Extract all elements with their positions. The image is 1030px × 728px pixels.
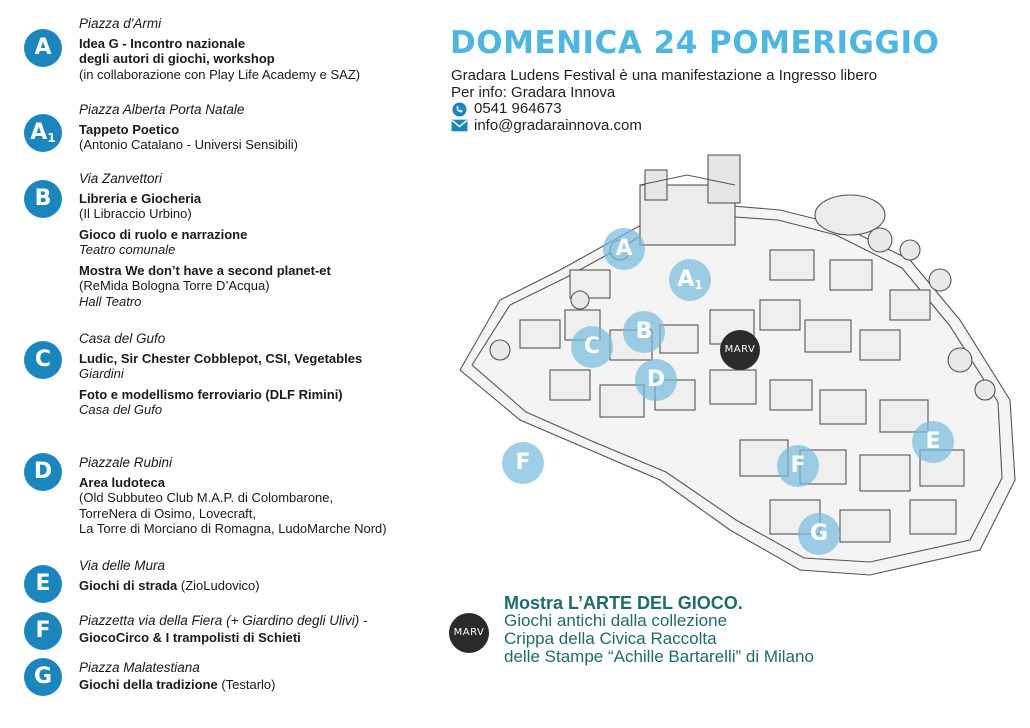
event-title: Ludic, Sir Chester Cobblepot, CSI, Vegetables <box>79 350 363 366</box>
marv-logo: MARV <box>720 330 760 370</box>
event-note: TorreNera di Osimo, Lovecraft, <box>79 505 257 521</box>
event-title: Mostra We don’t have a second planet-et <box>79 262 331 278</box>
event-note: (Antonio Catalano - Universi Sensibili) <box>79 137 298 152</box>
map-pin-c[interactable]: C <box>571 326 613 368</box>
castle-map <box>440 150 1030 590</box>
info-label: Per info: Gradara Innova <box>451 83 616 101</box>
location-b <box>79 171 439 309</box>
map-pin-a1[interactable]: $A_1$ <box>669 259 711 301</box>
badge-g: G <box>24 658 62 696</box>
headline: DOMENICA 24 POMERIGGIO <box>450 25 940 61</box>
exhibit-line: Crippa della Civica Raccolta <box>504 629 717 648</box>
event-title: Tappeto Poetico <box>79 121 180 137</box>
location-d <box>79 455 439 537</box>
map-pin-f[interactable]: F <box>777 445 819 487</box>
event-note: La Torre di Morciano di Romagna, LudoMarche Nord) <box>79 521 387 536</box>
map-pin-d[interactable]: D <box>635 359 677 401</box>
exhibit-title: Mostra L’ARTE DEL GIOCO. <box>504 593 743 613</box>
phone-icon <box>451 102 468 117</box>
badge-c: C <box>24 341 62 379</box>
email-row <box>451 118 877 135</box>
badge-b: B <box>24 180 62 218</box>
event-title: Area ludoteca <box>79 474 165 490</box>
event-title: Foto e modellismo ferroviario (DLF Rimini) <box>79 386 343 402</box>
place-name: Casa del Gufo <box>79 331 166 346</box>
phone-row <box>451 101 877 118</box>
event-title: Idea G - Incontro nazionale <box>79 35 246 51</box>
place-name: Piazza Alberta Porta Natale <box>79 102 245 117</box>
event-title: degli autori di giochi, workshop <box>79 51 275 66</box>
castle-illustration <box>440 150 1030 590</box>
badge-d: D <box>24 453 62 491</box>
location-g <box>79 660 439 692</box>
event-note: (Old Subbuteo Club M.A.P. di Colombarone, <box>79 490 334 505</box>
exhibit-info <box>504 594 814 666</box>
event-note: (Il Libraccio Urbino) <box>79 206 192 221</box>
phone-number[interactable]: 0541 964673 <box>474 100 562 117</box>
event-venue: Hall Teatro <box>79 293 142 309</box>
event-line <box>79 677 439 693</box>
map-pin-g[interactable]: G <box>798 513 840 555</box>
contact-info <box>451 68 877 134</box>
location-f <box>79 613 439 645</box>
exhibit-line: Giochi antichi dalla collezione <box>504 611 728 630</box>
event-title: GiocoCirco & I trampolisti di Schieti <box>79 629 301 645</box>
event-title: Libreria e Giocheria <box>79 190 202 206</box>
event-venue: Teatro comunale <box>79 242 176 257</box>
place-name: Via Zanvettori <box>79 171 163 186</box>
event-venue: Casa del Gufo <box>79 402 163 417</box>
event-title: Gioco di ruolo e narrazione <box>79 226 248 242</box>
badge-a1: $A_1$ <box>24 114 62 152</box>
map-pin-a[interactable]: A <box>603 228 645 270</box>
event-title: Giochi di strada <box>79 577 178 593</box>
event-note: (ReMida Bologna Torre D’Acqua) <box>79 278 270 293</box>
marv-exhibit-logo: MARV <box>449 613 489 653</box>
location-a1 <box>79 102 439 153</box>
badge-a: A <box>24 29 62 67</box>
event-note: (in collaborazione con Play Life Academy e SAZ) <box>79 66 361 82</box>
location-e <box>79 558 439 593</box>
map-pin-f-garden[interactable]: F <box>502 442 544 484</box>
event-note: (Testarlo) <box>217 676 276 692</box>
exhibit-line: delle Stampe “Achille Bartarelli” di Milano <box>504 647 814 666</box>
place-name: Piazza Malatestiana <box>79 660 200 675</box>
place-name: Piazzale Rubini <box>79 455 173 470</box>
festival-statement: Gradara Ludens Festival è una manifestazione a Ingresso libero <box>451 67 878 84</box>
badge-f: F <box>24 612 62 650</box>
badge-e: E <box>24 565 62 603</box>
event-title: Giochi della tradizione <box>79 676 218 692</box>
place-name: Piazza d'Armi <box>79 16 162 31</box>
location-c <box>79 331 439 418</box>
map-pin-e[interactable]: E <box>912 421 954 463</box>
event-note: (ZioLudovico) <box>177 577 260 593</box>
event-line <box>79 578 439 594</box>
map-pin-b[interactable]: B <box>623 311 665 353</box>
email-address[interactable]: info@gradarainnova.com <box>474 116 642 134</box>
envelope-icon <box>451 118 468 133</box>
event-venue: Giardini <box>79 366 124 381</box>
location-a <box>79 16 439 82</box>
place-name: Piazzetta via della Fiera (+ Giardino degli Ulivi) - <box>79 613 368 628</box>
place-name: Via delle Mura <box>79 558 166 573</box>
